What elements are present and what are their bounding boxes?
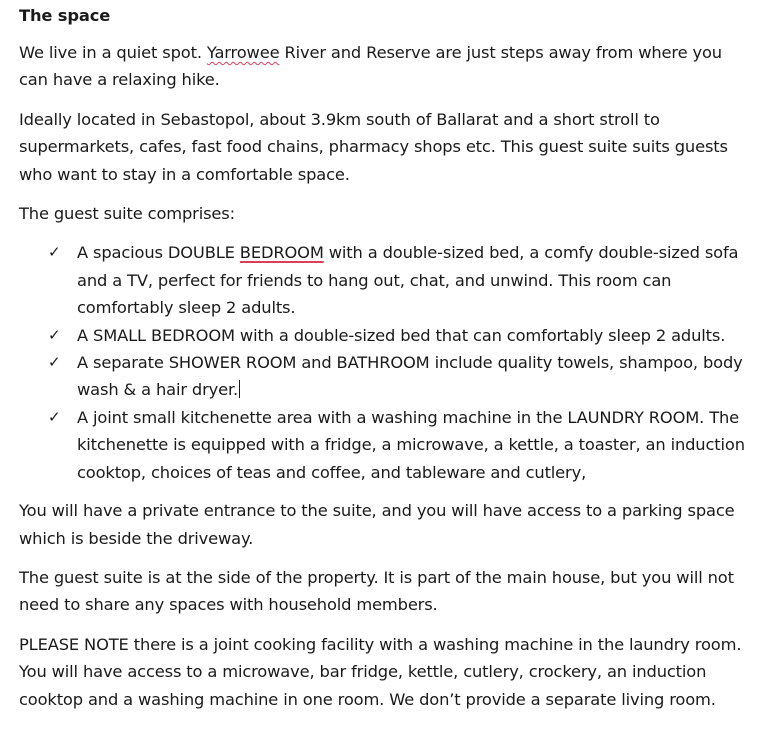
list-item-text: A joint small kitchenette area with a washing machine in the LAUNDRY ROOM. The kitchenette is equipped with a fridge, a microwave, a kettle, a toaster, an induction cooktop, choices of teas and coffee, and tableware and cutlery,: [77, 407, 745, 482]
section-heading: The space: [19, 6, 111, 25]
list-item-text: A separate SHOWER ROOM and BATHROOM include quality towels, shampoo, body wash & a hair dryer.: [77, 353, 743, 400]
checkmark-icon: ✓: [48, 407, 61, 426]
list-item-text-start: A spacious DOUBLE: [77, 243, 240, 263]
location-paragraph: Ideally located in Sebastopol, about 3.9km south of Ballarat and a short stroll to supermarkets, cafes, fast food chains, pharmacy shops etc. This guest suite suits guests who want to stay in a comfortable space.: [19, 109, 728, 184]
intro-text-end: River and Reserve are just steps away from where you can have a relaxing hike.: [19, 43, 722, 90]
list-item-text-end: with a double-sized bed, a comfy double-sized sofa and a TV, perfect for friends to hang out, chat, and unwind. This room can comfortably sleep 2 adults.: [77, 243, 739, 318]
comprises-label: The guest suite comprises:: [19, 204, 235, 224]
text-cursor: [239, 380, 240, 398]
list-item: [48, 239, 746, 321]
list-item-text: A SMALL BEDROOM with a double-sized bed that can comfortably sleep 2 adults.: [77, 325, 726, 345]
intro-text-start: We live in a quiet spot.: [19, 43, 207, 62]
entrance-paragraph: You will have a private entrance to the suite, and you will have access to a parking space which is beside the driveway.: [19, 501, 735, 548]
spellcheck-flagged-word[interactable]: BEDROOM: [239, 243, 324, 263]
checkmark-icon: ✓: [48, 353, 61, 372]
side-paragraph: The guest suite is at the side of the property. It is part of the main house, but you will not need to share any spaces with household members.: [19, 567, 734, 615]
list-item: [48, 349, 746, 404]
checkmark-icon: ✓: [48, 325, 61, 344]
list-item: [48, 404, 746, 486]
note-paragraph: PLEASE NOTE there is a joint cooking facility with a washing machine in the laundry room. You will have access to a microwave, bar fridge, kettle, cutlery, crockery, an induction cooktop and a washing machine in one room. We don’t provide a separate living room.: [19, 634, 742, 709]
checkmark-icon: ✓: [48, 243, 61, 262]
amenities-checklist: [19, 239, 746, 486]
list-item: [48, 322, 746, 349]
spellcheck-flagged-word[interactable]: Yarrowee: [206, 43, 280, 62]
intro-paragraph: [19, 39, 746, 94]
